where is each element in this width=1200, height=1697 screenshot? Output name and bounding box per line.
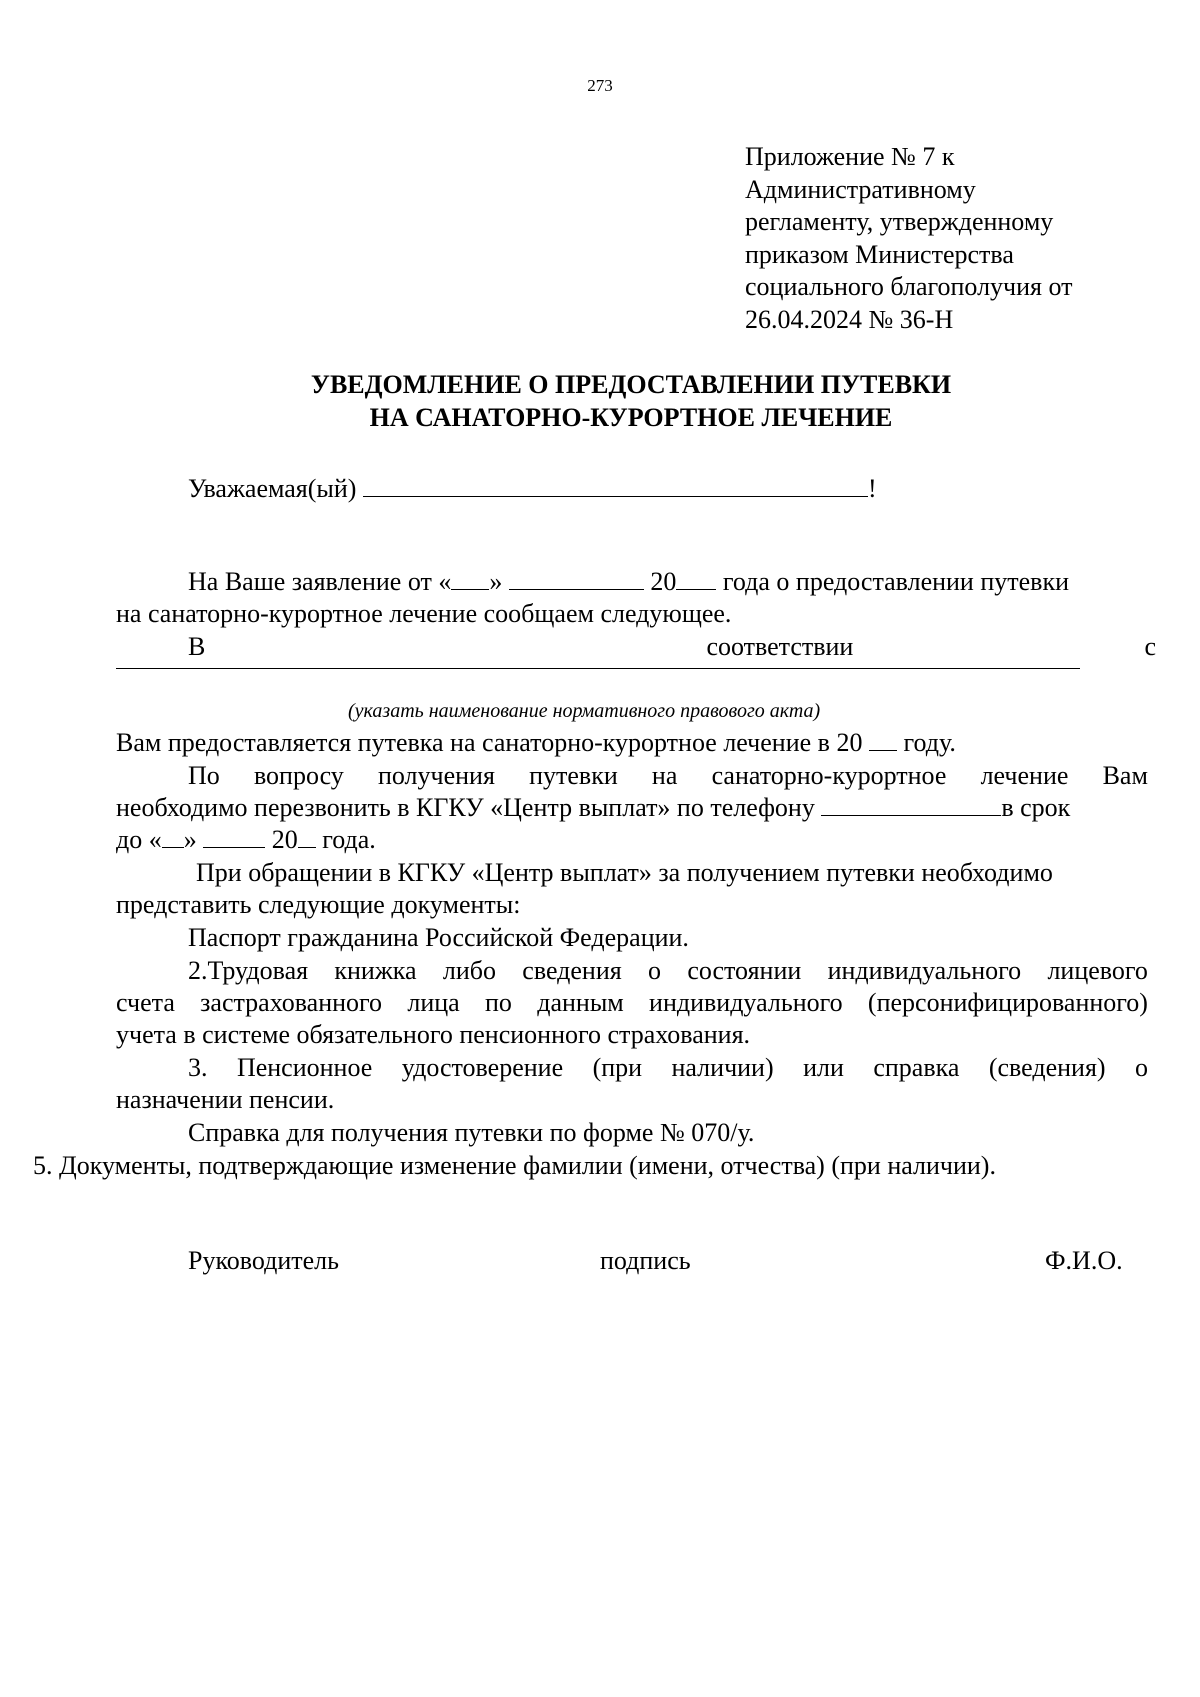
text-fragment: году. [903, 728, 956, 757]
justified-word: индивидуального [649, 988, 843, 1017]
justified-word: удостоверение [401, 1053, 564, 1082]
justified-word: счета [116, 988, 175, 1017]
justified-word: получения [377, 761, 495, 790]
justified-word: 3. [188, 1053, 208, 1082]
appendix-line: 26.04.2024 № 36-Н [745, 304, 954, 334]
appendix-line: социального благополучия от [745, 272, 1073, 301]
document-item-2-line3: учета в системе обязательного пенсионного страхования. [116, 1020, 751, 1049]
recipient-name-blank[interactable] [363, 474, 868, 497]
justified-word: путевки [529, 761, 618, 790]
document-item-4: Справка для получения путевки по форме № 070/у. [188, 1118, 755, 1147]
document-item-2-line2 [116, 987, 1148, 1019]
document-item-1: Паспорт гражданина Российской Федерации. [188, 923, 689, 952]
greeting [188, 473, 877, 505]
justified-word: по [485, 988, 512, 1017]
day-blank[interactable] [162, 825, 184, 848]
justified-word: лицевого [1047, 956, 1148, 985]
paragraph1-line1 [188, 566, 1069, 598]
justified-word: данным [537, 988, 624, 1017]
justified-word: либо [442, 956, 496, 985]
paragraph3-line2 [116, 792, 1148, 824]
justified-word: сведения [522, 956, 622, 985]
justified-word: лица [407, 988, 460, 1017]
text-fragment: На Ваше заявление от « [188, 567, 452, 596]
phone-blank[interactable] [821, 793, 1001, 816]
legal-act-blank[interactable] [116, 668, 1080, 669]
document-title [0, 368, 1200, 434]
greeting-suffix: ! [867, 474, 877, 503]
year-blank[interactable] [676, 567, 716, 590]
appendix-line: Приложение № 7 к [745, 142, 955, 171]
text-fragment: В [188, 632, 206, 661]
paragraph2-line1 [188, 631, 1156, 663]
document-item-5: 5. Документы, подтверждающие изменение фамилии (имени, отчества) (при наличии). [33, 1151, 996, 1180]
text-fragment: в срок [1001, 793, 1071, 822]
appendix-header [745, 141, 1073, 336]
signature-sign-label: подпись [600, 1246, 691, 1275]
title-line-2: НА САНАТОРНО-КУРОРТНОЕ ЛЕЧЕНИЕ [369, 403, 893, 432]
text-fragment: года о предоставлении путевки [722, 567, 1069, 596]
justified-word: (персонифицированного) [867, 988, 1148, 1017]
justified-word: справка [873, 1053, 960, 1082]
justified-word: или [803, 1053, 844, 1082]
justified-word: на [651, 761, 678, 790]
appendix-line: приказом Министерства [745, 239, 1014, 269]
document-item-2-line1 [188, 955, 1148, 987]
paragraph1-line2: на санаторно-курортное лечение сообщаем следующее. [116, 599, 732, 628]
signature-head-label: Руководитель [188, 1246, 339, 1275]
justified-word: 2.Трудовая [188, 956, 309, 985]
text-fragment: необходимо перезвонить в КГКУ «Центр выплат» по телефону [116, 793, 815, 822]
day-blank[interactable] [451, 567, 489, 590]
justified-word: о [648, 956, 662, 985]
month-blank[interactable] [203, 825, 265, 848]
justified-word: Пенсионное [236, 1053, 373, 1082]
text-fragment: » [489, 567, 503, 596]
document-item-3-line2: назначении пенсии. [116, 1085, 335, 1114]
legal-act-hint: (указать наименование нормативного правового акта) [348, 700, 821, 722]
text-fragment: 20 [271, 825, 298, 854]
justified-word: состоянии [687, 956, 802, 985]
text-fragment: » [183, 825, 197, 854]
justified-word: (сведения) [988, 1053, 1106, 1082]
paragraph4-line1: При обращении в КГКУ «Центр выплат» за получением путевки необходимо [196, 858, 1053, 887]
paragraph3-line1 [188, 760, 1148, 792]
appendix-line: регламенту, утвержденному [745, 207, 1054, 236]
paragraph3-line3 [116, 824, 376, 856]
justified-word: о [1135, 1053, 1148, 1082]
justified-word: книжка [334, 956, 417, 985]
justified-word: санаторно-курортное [711, 761, 947, 790]
greeting-prefix: Уважаемая(ый) [188, 474, 357, 503]
paragraph4-line2: представить следующие документы: [116, 890, 521, 919]
year-blank[interactable] [298, 825, 316, 848]
justified-word: (при [592, 1053, 643, 1082]
text-fragment: соответствии [706, 632, 854, 661]
justified-word: индивидуального [827, 956, 1022, 985]
justified-word: застрахованного [200, 988, 383, 1017]
justified-word: наличии) [671, 1053, 774, 1082]
text-fragment: с [1144, 632, 1156, 661]
text-fragment: года. [322, 825, 376, 854]
title-line-1: УВЕДОМЛЕНИЕ О ПРЕДОСТАВЛЕНИИ ПУТЕВКИ [310, 370, 952, 399]
page-number: 273 [587, 76, 613, 95]
document-item-3-line1 [188, 1052, 1148, 1084]
appendix-line: Административному [745, 174, 976, 204]
text-fragment: до « [116, 825, 162, 854]
signature-name-label: Ф.И.О. [1045, 1246, 1123, 1275]
text-fragment: Вам предоставляется путевка на санаторно-курортное лечение в 20 [116, 728, 863, 757]
justified-word: лечение [980, 761, 1069, 790]
justified-word: По [188, 761, 220, 790]
paragraph2-line3 [116, 727, 956, 759]
month-blank[interactable] [509, 567, 644, 590]
year-blank[interactable] [869, 728, 897, 751]
text-fragment: 20 [650, 567, 677, 596]
justified-word: вопросу [253, 761, 344, 790]
justified-word: Вам [1102, 761, 1148, 790]
